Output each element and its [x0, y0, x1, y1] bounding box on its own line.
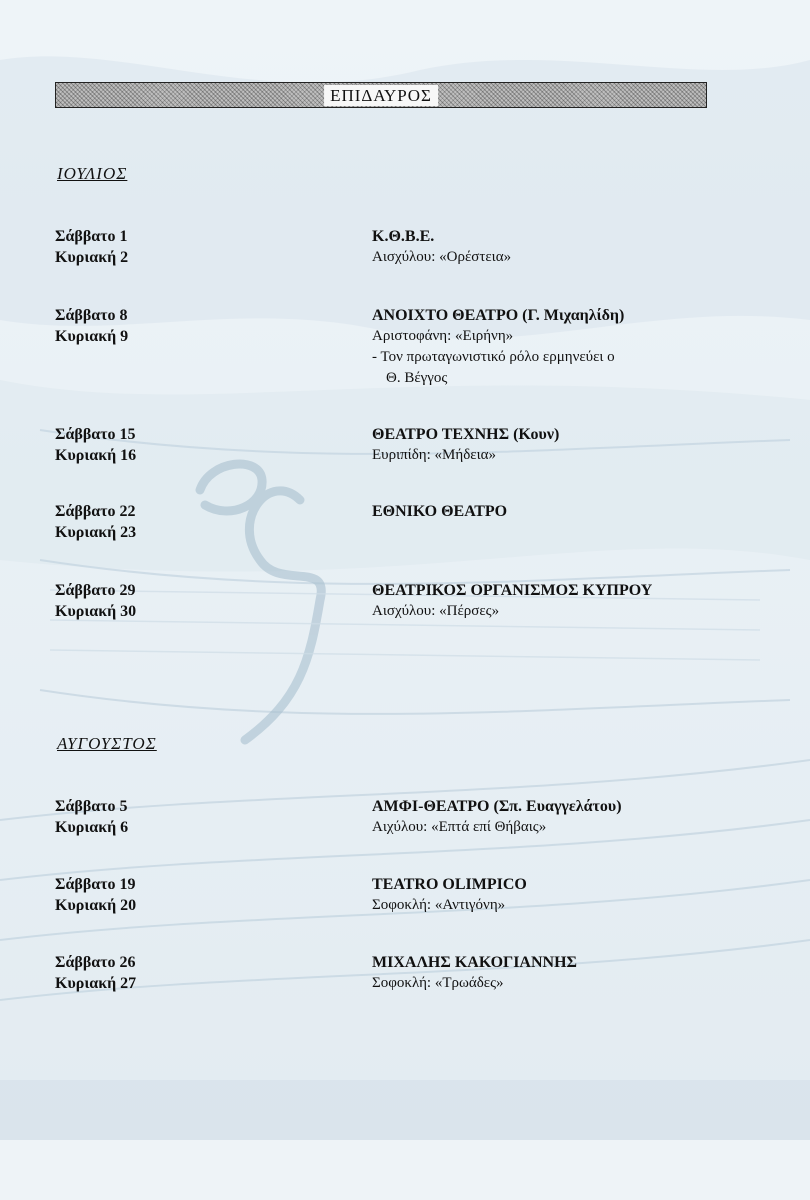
play-title: Ευριπίδη: «Μήδεια»: [372, 447, 496, 463]
date-saturday: Σάββατο 19: [55, 876, 136, 893]
event-details: [372, 226, 772, 268]
event-dates: [55, 952, 136, 994]
play-title: Αισχύλου: «Πέρσες»: [372, 603, 500, 619]
date-sunday: Κυριακή 9: [55, 328, 129, 345]
page-title: ΕΠΙΔΑΥΡΟΣ: [324, 85, 438, 106]
date-saturday: Σάββατο 26: [55, 954, 136, 971]
play-title: Αριστοφάνη: «Ειρήνη»: [372, 328, 514, 344]
company-name: ΘΕΑΤΡΙΚΟΣ ΟΡΓΑΝΙΣΜΟΣ ΚΥΠΡΟΥ: [372, 582, 653, 599]
header-bar: [55, 82, 707, 108]
event-dates: [55, 424, 136, 466]
cast-note: [372, 347, 772, 389]
company-name: ΕΘΝΙΚΟ ΘΕΑΤΡΟ: [372, 503, 508, 520]
event-dates: [55, 305, 128, 347]
event-dates: [55, 501, 136, 543]
event-dates: [55, 580, 136, 622]
company-name: ΜΙΧΑΛΗΣ ΚΑΚΟΓΙΑΝΝΗΣ: [372, 954, 577, 971]
date-sunday: Κυριακή 16: [55, 447, 137, 464]
date-saturday: Σάββατο 1: [55, 228, 128, 245]
event-details: [372, 580, 772, 622]
date-saturday: Σάββατο 22: [55, 503, 136, 520]
company-name: ΘΕΑΤΡΟ ΤΕΧΝΗΣ (Κουν): [372, 426, 560, 443]
date-sunday: Κυριακή 20: [55, 897, 137, 914]
company-name: TEATRO OLIMPICO: [372, 876, 527, 893]
event-details: [372, 874, 772, 916]
play-title: Αιχύλου: «Επτά επί Θήβαις»: [372, 819, 547, 835]
month-heading-august: ΑΥΓΟΥΣΤΟΣ: [57, 734, 157, 753]
event-details: [372, 305, 772, 389]
play-title: Αισχύλου: «Ορέστεια»: [372, 249, 512, 265]
event-details: [372, 424, 772, 466]
month-heading-july: ΙΟΥΛΙΟΣ: [57, 164, 128, 183]
date-sunday: Κυριακή 6: [55, 819, 129, 836]
event-details: [372, 501, 772, 522]
date-saturday: Σάββατο 8: [55, 307, 128, 324]
event-dates: [55, 226, 128, 268]
date-sunday: Κυριακή 30: [55, 603, 137, 620]
event-details: [372, 952, 772, 994]
play-title: Σοφοκλή: «Τρωάδες»: [372, 975, 504, 991]
play-title: Σοφοκλή: «Αντιγόνη»: [372, 897, 506, 913]
company-name: Κ.Θ.Β.Ε.: [372, 228, 435, 245]
date-sunday: Κυριακή 27: [55, 975, 137, 992]
date-saturday: Σάββατο 15: [55, 426, 136, 443]
date-saturday: Σάββατο 29: [55, 582, 136, 599]
event-dates: [55, 874, 136, 916]
company-name: ΑΝΟΙΧΤΟ ΘΕΑΤΡΟ (Γ. Μιχαηλίδη): [372, 307, 625, 324]
date-sunday: Κυριακή 23: [55, 524, 137, 541]
cast-note-line: Θ. Βέγγος: [386, 370, 448, 386]
cast-note-line: - Τον πρωταγωνιστικό ρόλο ερμηνεύει ο: [372, 349, 615, 365]
date-saturday: Σάββατο 5: [55, 798, 128, 815]
event-dates: [55, 796, 128, 838]
date-sunday: Κυριακή 2: [55, 249, 129, 266]
company-name: ΑΜΦΙ-ΘΕΑΤΡΟ (Σπ. Ευαγγελάτου): [372, 798, 622, 815]
event-details: [372, 796, 772, 838]
